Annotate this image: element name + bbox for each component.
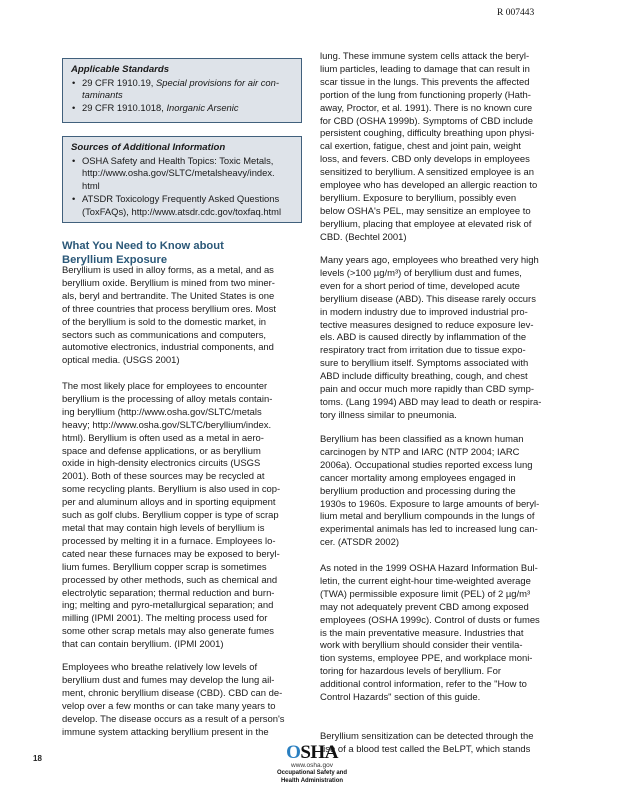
text-line: els. ABD is caused directly by inflammation of the — [320, 332, 527, 344]
citation-title: Special provisions for air con- — [156, 76, 279, 88]
text-line: cal exertion, fatigue, chest and joint pain, weight — [320, 141, 521, 153]
bullet-icon: • — [72, 154, 76, 166]
text-line: portion of the lung from functioning properly (Hath- — [320, 89, 531, 101]
body-paragraph — [320, 434, 570, 550]
text-line: tory illness similar to pneumonia. — [320, 409, 457, 421]
osha-logo-mark — [262, 743, 362, 762]
text-line: tion systems, employee PPE, and workplace moni- — [320, 653, 533, 665]
text-line: use of a blood test called the BeLPT, which stands — [320, 743, 531, 755]
additional-sources-title: Sources of Additional Information — [71, 142, 226, 153]
text-line: per and aluminum alloys and in sporting equipment — [62, 497, 276, 509]
text-line: letin, the current eight-hour time-weighted average — [320, 575, 531, 587]
text-line: ABD include difficulty breathing, cough, and chest — [320, 371, 528, 383]
text-line: als, beryl and bertrandite. The United States is one — [62, 290, 275, 302]
text-line: cancer mortality among employees engaged in — [320, 472, 516, 484]
text-line: lium metal and beryllium compounds in the lungs of — [320, 511, 535, 523]
document-id: R 007443 — [497, 8, 535, 18]
bullet-icon: • — [72, 102, 76, 114]
text-line: sure to beryllium itself. Symptoms associated with — [320, 358, 529, 370]
text-line: oxide in high-density electronics circuits (USGS — [62, 458, 261, 470]
text-line: heavy; http://www.osha.gov/SLTC/beryllium/index. — [62, 419, 272, 431]
text-line: experimental animals has led to increased lung can- — [320, 524, 538, 536]
text-line: ing; melting and pyro-metallurgical separation; and — [62, 600, 274, 612]
text-line: of the beryllium is sold to the domestic market, in — [62, 316, 267, 328]
text-line: ing beryllium (http://www.osha.gov/SLTC/metals — [62, 406, 262, 418]
text-line: in modern industry due to improved industrial pro- — [320, 306, 528, 318]
text-line: cer. (ATSDR 2002) — [320, 537, 400, 549]
text-line: processed by melting it in a furnace. Employees lo- — [62, 535, 276, 547]
text-line: 2006a). Occupational studies reported excess lung — [320, 459, 533, 471]
list-item-line — [82, 167, 301, 180]
osha-org-line: Occupational Safety and — [276, 770, 348, 776]
text-line: beryllium production and processing during the — [320, 485, 516, 497]
text-line: immune system attacking beryllium present in the — [62, 726, 269, 738]
text-line: below OSHA's PEL, may sensitize an employee to — [320, 205, 531, 217]
citation-text: 29 CFR 1910.19, — [82, 76, 157, 88]
text-line: pain and occur much more rapidly than CBD symp- — [320, 384, 535, 396]
body-paragraph — [320, 51, 570, 245]
text-line: sensitized to beryllium. A sensitized employee is an — [320, 167, 535, 179]
text-line: beryllium dust and fumes may develop the lung ail- — [62, 674, 275, 686]
list-item — [71, 155, 301, 194]
text-line: lung. These immune system cells attack the beryl- — [320, 51, 530, 62]
bullet-icon: • — [72, 76, 76, 88]
text-line: of three countries that process beryllium ores. Most — [62, 303, 277, 315]
text-line: ment, chronic beryllium disease (CBD). CBD can de- — [62, 687, 283, 699]
citation-text: (ToxFAQs), http://www.atsdr.cdc.gov/toxfaq.html — [82, 206, 282, 218]
text-line: levels (>100 µg/m³) of beryllium dust and fumes, — [320, 267, 522, 279]
text-line: Control Hazards" section of this guide. — [320, 692, 481, 704]
citation-text: http://www.osha.gov/SLTC/metalsheavy/index. — [82, 167, 275, 179]
list-item-line — [82, 180, 301, 193]
text-line: (TWA) permissible exposure limit (PEL) of 2 µg/m³ — [320, 588, 531, 600]
text-line: Beryllium sensitization can be detected through the — [320, 731, 534, 742]
text-line: is the main preventative measure. Industries that — [320, 627, 524, 639]
text-line: metal that may contain high levels of beryllium is — [62, 522, 265, 534]
text-line: employees (OSHA 1999c). Control of dusts or fumes — [320, 614, 540, 626]
text-line: The most likely place for employees to encounter — [62, 381, 268, 392]
text-line: beryllium, placing that employee at elevated risk of — [320, 218, 532, 230]
text-line: Beryllium is used in alloy forms, as a metal, and as — [62, 265, 274, 276]
applicable-standards-title: Applicable Standards — [71, 64, 170, 75]
list-item — [71, 77, 301, 103]
citation-text: ATSDR Toxicology Frequently Asked Questions — [82, 193, 280, 205]
text-line: Beryllium has been classified as a known human — [320, 434, 524, 445]
list-item-line — [82, 77, 301, 90]
list-item-line — [82, 193, 301, 206]
citation-text: OSHA Safety and Health Topics: Toxic Metals, — [82, 154, 274, 166]
text-line: sectors such as communications and computers, — [62, 329, 267, 341]
section-heading-line: Beryllium Exposure — [62, 253, 168, 266]
text-line: respiratory tract from irritation due to tissue expo- — [320, 345, 526, 357]
applicable-standards-box — [62, 58, 302, 123]
osha-logo — [262, 743, 362, 785]
text-line: toring for hazardous levels of beryllium. For — [320, 666, 501, 678]
citation-title: Inorganic Arsenic — [166, 102, 239, 114]
text-line: beryllium is the processing of alloy metals contain- — [62, 393, 273, 405]
text-line: Many years ago, employees who breathed very high — [320, 255, 539, 266]
text-line: optical media. (USGS 2001) — [62, 355, 180, 367]
text-line: additional control information, refer to the "How to — [320, 679, 527, 691]
body-paragraph — [62, 662, 312, 739]
text-line: automotive electronics, industrial components, and — [62, 342, 274, 354]
list-item-line — [82, 89, 301, 102]
text-line: some other scrap metals may also generate fumes — [62, 626, 274, 638]
section-heading — [62, 240, 224, 267]
text-line: lium fumes. Beryllium copper scrap is sometimes — [62, 561, 267, 573]
text-line: even for a short period of time, developed acute — [320, 280, 520, 292]
page-number: 18 — [33, 754, 42, 763]
text-line: that can contain beryllium. (IPMI 2001) — [62, 639, 224, 651]
citation-text: 29 CFR 1910.1018, — [82, 102, 167, 114]
section-heading-line: What You Need to Know about — [62, 240, 224, 252]
body-paragraph — [320, 255, 570, 423]
text-line: employee who has developed an allergic reaction to — [320, 180, 538, 192]
text-line: 2001). Both of these sources may be recycled at — [62, 471, 265, 483]
text-line: tective measures designed to reduce exposure lev- — [320, 319, 534, 331]
text-line: persistent coughing, difficulty breathing upon physi- — [320, 128, 535, 140]
text-line: loss, and fevers. CBD only develops in employees — [320, 154, 530, 166]
citation-title: taminants — [82, 89, 123, 101]
text-line: lium particles, leading to damage that can result in — [320, 63, 530, 75]
osha-org-line: Health Administration — [280, 777, 344, 784]
bullet-icon: • — [72, 193, 76, 205]
text-line: toms. (Lang 1994) ABD may lead to death or respira- — [320, 396, 542, 408]
list-item-line — [82, 206, 301, 219]
citation-text: html — [82, 180, 100, 192]
text-line: some recycling plants. Beryllium is also used in cop- — [62, 484, 281, 496]
text-line: such as golf clubs. Beryllium copper is type of scrap — [62, 510, 279, 522]
text-line: electrolytic separation; thermal reduction and burn- — [62, 587, 275, 599]
body-paragraph — [62, 381, 312, 652]
text-line: scar tissue in the lungs. This prevents the affected — [320, 76, 530, 88]
list-item — [71, 102, 301, 115]
text-line: develop. The disease occurs as a result of a person's — [62, 713, 285, 725]
list-item-line — [82, 102, 301, 115]
text-line: beryllium oxide. Beryllium is mined from two miner- — [62, 277, 275, 289]
text-line: processed by other methods, such as chemical and — [62, 574, 278, 586]
text-line: space and defense applications, or as beryllium — [62, 445, 261, 457]
text-line: html). Beryllium is often used as a metal in aero- — [62, 432, 264, 444]
text-line: cated near these furnaces may be exposed to beryl- — [62, 548, 280, 560]
text-line: CBD. (Bechtel 2001) — [320, 231, 407, 243]
text-line: Employees who breathe relatively low levels of — [62, 662, 258, 673]
text-line: carcinogen by NTP and IARC (NTP 2004; IARC — [320, 446, 520, 458]
body-paragraph — [320, 563, 570, 705]
osha-url: www.osha.gov — [291, 762, 333, 769]
text-line: beryllium. Exposure to beryllium, possibly even — [320, 192, 517, 204]
text-line: may not adequately prevent CBD among exposed — [320, 601, 529, 613]
sources-list — [71, 155, 301, 220]
text-line: velop over a few months or can take many years to — [62, 700, 276, 712]
text-line: 1930s to 1960s. Exposure to large amounts of beryl- — [320, 498, 540, 510]
list-item-line — [82, 155, 301, 168]
text-line: for CBD (OSHA 1999b). Symptoms of CBD include — [320, 115, 533, 127]
text-line: beryllium disease (ABD). This disease rarely occurs — [320, 293, 536, 305]
list-item — [71, 193, 301, 219]
text-line: work with beryllium should consider their ventila- — [320, 640, 523, 652]
additional-sources-box — [62, 136, 302, 223]
standards-list — [71, 77, 301, 116]
text-line: away, Proctor, et al. 1991). There is no known cure — [320, 102, 533, 114]
text-line: As noted in the 1999 OSHA Hazard Information Bul- — [320, 563, 538, 574]
osha-logo-text: OSHA — [286, 742, 338, 763]
body-paragraph — [62, 265, 312, 368]
text-line: milling (IPMI 2001). The melting process used for — [62, 613, 268, 625]
